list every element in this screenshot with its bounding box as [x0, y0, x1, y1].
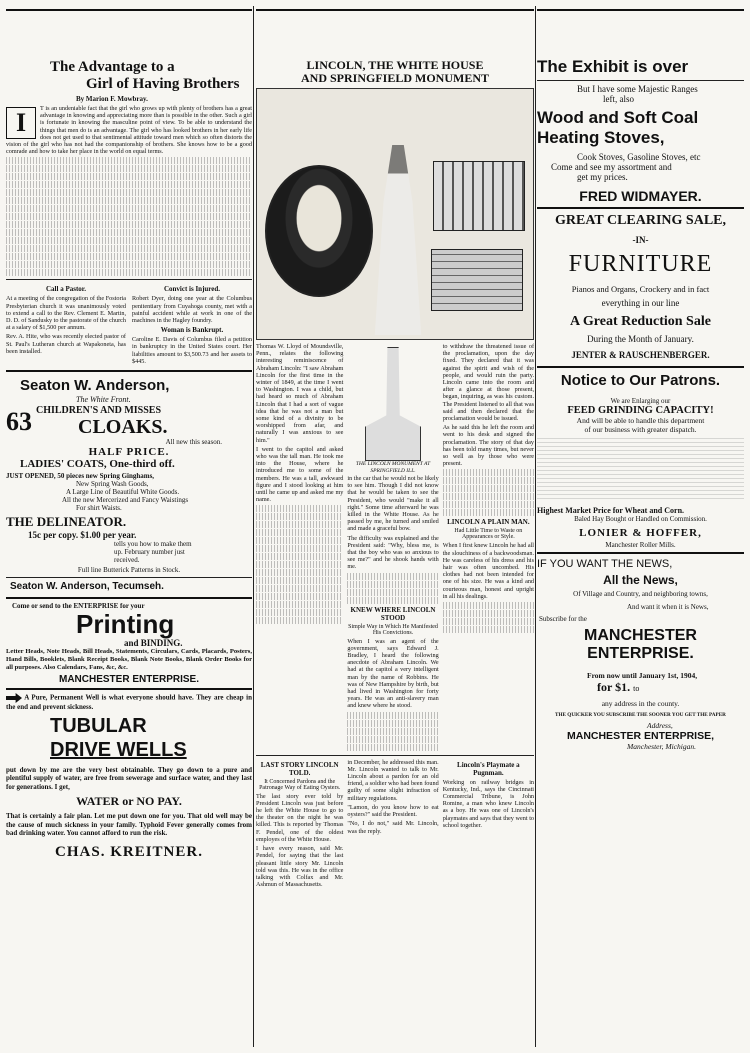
jenter-rauschenberger: JENTER & RAUSCHENBERGER. — [571, 350, 710, 360]
column-middle — [256, 6, 534, 1047]
furniture-head: FURNITURE — [568, 251, 713, 277]
blurred-notice — [537, 438, 744, 502]
lloyd-story: Thomas W. Lloyd of Moundsville, Penn., relates the following interesting reminiscence of Abraham Lincoln: "I saw Abraham Lincoln for the first time in the winter of 1849, at the time I went to Washington. I was a child, but had heard so much of Abraham Lincoln that I had a sort of vague idea that he was not a man but some kind of a divinity to be worshipped from afar, and naturally I was anxious to see him." — [256, 343, 344, 444]
from-now: From now until January 1st, 1904, — [587, 671, 698, 680]
ad-delineator: THE DELINEATOR. — [6, 514, 127, 530]
oysters-story: "Lamon, do you know how to eat oysters?" said the President. — [347, 803, 439, 819]
ad-up: up. February number just — [114, 548, 185, 557]
village-country: Of Village and Country, and neighboring towns, — [573, 590, 708, 598]
pianos-organs: Pianos and Organs, Crockery and in fact — [571, 284, 710, 294]
brief-convict: Robert Dyer, doing one year at the Columbus penitentiary from Cuyahoga county, met with a painful accident while at work in one of the machines in the Hagley foundry. — [132, 295, 252, 325]
last-story: The last story ever told by President Lincoln was just before he left the White House to go to the theater on the night he was killed. This is reported by Thomas F. Pendel, one of the oldest employes of the White House. — [256, 792, 344, 843]
brief-head-convict: Convict is Injured. — [163, 285, 221, 294]
last-story-subhead: It Concerned Pardons and the Patronage Way of Eating Oysters. — [259, 778, 341, 791]
playmate-story: Working on railway bridges in Kentucky, Ind., says the Cincinnati Commercial Tribune, is John Romine, a man who knew Lincoln as a boy. He was one of Lincoln's playmates and says that they went to school together. — [442, 778, 534, 829]
ad-half-price: HALF PRICE. — [88, 446, 170, 459]
plain-man-story: When I first knew Lincoln he had all the slouchiness of a backwoodsman. He was careless of his dress and his hair was often uncombed. His clothes had not been intended for one of his size. He was a kind and courteous man, honest and upright in all his dealings. — [442, 542, 534, 600]
last-story-head: LAST STORY LINCOLN TOLD. — [260, 760, 339, 777]
market-price: Highest Market Price for Wheat and Corn. — [537, 506, 685, 515]
anderson-ad — [6, 375, 252, 594]
proclamation-story: to withdraw the threatened issue of the proclamation, upon the day fixed. They declared that it was against the spirit and wish of the people, and would ruin the party. Lincoln came into the room and after a glance at those present, began, inquiring, as was his custom. The President listened to all that was said and then declared that the proclamation would be issued. — [442, 343, 534, 423]
printing-binding: and BINDING. — [124, 638, 183, 649]
last-story-2: I have every reason, said Mr. Pendel, for saying that the last pleasant little story Mr. Lincoln told was this. He was in the office talking with Colfax and Mr. Ashmun of Massachusetts. — [256, 845, 344, 889]
roller-mills: Manchester Roller Mills. — [605, 541, 676, 549]
ad-received: received. — [114, 556, 140, 565]
lincoln-portrait — [265, 165, 373, 297]
lincoln-home-image — [431, 249, 523, 311]
springfield-monument-image — [365, 347, 421, 461]
well-name: CHAS. KREITNER. — [55, 843, 203, 860]
during-january: During the Month of January. — [587, 334, 694, 344]
anderson-sub: The White Front. — [76, 395, 131, 405]
any-address: any address in the county. — [601, 699, 680, 708]
drop-cap: I — [6, 107, 36, 139]
well-intro: A Pure, Permanent Well is what everyone should have. They are cheap in the end and prevent sickness. — [6, 693, 252, 712]
exhibit-head: The Exhibit is over — [537, 57, 689, 76]
well-tubular: TUBULAR — [50, 714, 147, 737]
manchester-michigan: Manchester, Michigan. — [627, 742, 696, 751]
ad-mercerized: All the new Mercerized and Fancy Waistings — [62, 496, 189, 505]
allegorical-figure — [369, 145, 427, 335]
brief-pastor: At a meeting of the congregation of the Fostoria Presbyterian church it was unanimously voted to extend a call to the Rev. Clement E. Martin, D. D. of Sandusky to the pastorate of the church at a salary of $1,500 per annum. — [6, 295, 126, 332]
enterprise-address-name: MANCHESTER ENTERPRISE, — [566, 730, 714, 742]
want-news: IF YOU WANT THE NEWS, — [537, 558, 673, 570]
brief-pastor-2: Rev. A. Hite, who was recently elected pastor of St. Paul's Lutheran church at Wapakoneta, has been installed. — [6, 333, 126, 355]
lincoln-head-2: AND SPRINGFIELD MONUMENT — [300, 71, 489, 85]
ad-number: 63 — [6, 406, 32, 436]
anderson-name: Seaton W. Anderson, — [20, 377, 170, 395]
news-briefs — [6, 283, 252, 367]
all-news: All the News, — [603, 573, 678, 587]
ad-tell: tells you how to make them — [114, 540, 192, 549]
subscribe-for: Subscribe for the — [539, 615, 587, 623]
printing-list: Letter Heads, Note Heads, Bill Heads, Statements, Circulars, Cards, Placards, Posters, Hand Bills, Booklets, Blank Receipt Books, Blank Note Books, Blank Order Books for all purposes. Also Calendars, Fans, &c, &c. — [6, 648, 252, 672]
plain-man-head: LINCOLN A PLAIN MAN. — [447, 518, 530, 527]
everything-line: everything in our line — [601, 298, 680, 308]
printing-enterprise: MANCHESTER ENTERPRISE. — [58, 674, 199, 686]
byline: By Marion F. Mowbray. — [76, 95, 148, 103]
ad-tecumseh: Seaton W. Anderson, Tecumseh. — [10, 581, 164, 593]
exhibit-sub-1: But I have some Majestic Ranges — [577, 84, 698, 94]
manchester-head: MANCHESTER — [584, 627, 697, 644]
handle-department: And will be able to handle this department — [576, 416, 705, 425]
ad-large-line: A Large Line of Beautiful White Goods. — [66, 488, 180, 497]
plain-man-subhead: Had Little Time to Waste on Appearances or Style. — [454, 528, 523, 541]
ad-price: 15c per copy. $1.00 per year. — [28, 530, 137, 541]
white-house-image — [433, 161, 525, 231]
wells-ad — [6, 693, 252, 861]
ad-spring: New Spring Wash Goods, — [76, 480, 149, 489]
well-text-2: That is certainly a fair plan. Let me put down one for you. That old well may be the cause of much sickness in your family. Typhoid Fever generally comes from bad drinking water. You cannot afford to run the risk. — [6, 812, 252, 838]
pointing-hand-icon — [6, 693, 22, 703]
ad-butterick: Full line Butterick Patterns in Stock. — [77, 566, 181, 575]
printing-come: Come or send to the ENTERPRISE for your — [12, 602, 145, 611]
ad-childrens: CHILDREN'S AND MISSES — [36, 405, 162, 417]
reduction-sale: A Great Reduction Sale — [570, 314, 711, 329]
get-prices: get my prices. — [577, 172, 628, 182]
ad-shirt: For shirt Waists. — [76, 504, 122, 513]
lincoln-head-1: LINCOLN, THE WHITE HOUSE — [306, 58, 484, 72]
cook-stoves: Cook Stoves, Gasoline Stoves, etc — [577, 152, 701, 162]
lloyd-story-2: I went to the capitol and asked who was the tall man. He took me into the House, where he introduced me to some of the members. He was a tall, awkward figure and I stood looking at him until he came up and asked me my name. — [256, 445, 344, 504]
brief-bankrupt: Caroline E. Davis of Columbus filed a petition in bankruptcy in the United States court. Her liabilities amount to $3,500.73 and her assets to $445. — [132, 336, 252, 365]
clearing-sale: GREAT CLEARING SALE, — [554, 213, 727, 228]
brief-head-pastor: Call a Pastor. — [46, 285, 86, 294]
greater-dispatch: of our business with greater dispatch. — [584, 425, 697, 434]
quicker-subscribe: THE QUICKER YOU SUBSCRIBE THE SOONER YOU GET THE PAPER — [555, 712, 726, 718]
simple-way-story: When I was an agent of the government, says Edward J. Bradley, I heard the following anecdote of Abraham Lincoln. We had at the capitol a very intelligent man by the name of Robbins. He was of New Hampshire by birth, but had lived in Washington for forty years. He was an anti-slavery man and knew where he stood. — [347, 637, 439, 710]
want-it: And want it when it is News, — [627, 603, 709, 611]
notice-patrons: Notice to Our Patrons. — [560, 372, 721, 389]
ad-all-new: All new this season. — [165, 438, 222, 447]
address-label: Address, — [647, 721, 673, 730]
for-one-dollar: for $1. — [597, 680, 631, 694]
heating-stoves: Heating Stoves, — [537, 128, 665, 147]
enterprise-head: ENTERPRISE. — [587, 645, 694, 662]
column-left — [6, 6, 252, 1047]
lincoln-illustration — [256, 88, 534, 340]
headline-advantage: The Advantage to a — [50, 59, 175, 75]
pendel-story: "No, I do not," said Mr. Lincoln, was the reply. — [347, 820, 439, 835]
exhibit-sub-2: left, also — [603, 94, 634, 104]
to-label: to — [633, 684, 640, 693]
baled-hay: Baled Hay Bought or Handled on Commission. — [574, 515, 707, 523]
middle-story: in the car that he would not be likely to see him. Though I did not know that he would be taken to see the President, who would "make it all right." Some time afterward he was killed in the White House. As he passed by me, he turned and smiled and made a graceful bow. — [347, 475, 439, 533]
well-water: WATER or NO PAY. — [76, 794, 182, 809]
well-drive: DRIVE WELLS — [50, 738, 187, 761]
ad-cloaks: CLOAKS. — [78, 416, 168, 439]
knew-where-head: KNEW WHERE LINCOLN STOOD — [350, 605, 436, 622]
article-body: T is an undeniable fact that the girl who grows up with plenty of brothers has a great advantage in knowing and appreciating more than is possible in the other. Such a girl is fortunate in knowing the masculine point of view. To be able to understand the things that men do is an advantage. The girl who has looked brothers in her early life does not get used to that sentimental attitude toward men which so often distorts the vision of the girl who has not had the companionship of brothers. She knows how to be a good comrade and how to take her place in the world on equal terms. — [6, 105, 252, 156]
printing-ad — [6, 602, 252, 685]
printing-big: Printing — [76, 609, 175, 640]
well-text: put down by me are the very best obtainable. They go down to a pure and plentiful supply of water, are free from sewerage and surface water, and they last for generations. I get, — [6, 765, 252, 791]
monument-caption: THE LINCOLN MONUMENT AT SPRINGFIELD ILL. — [355, 461, 431, 474]
in-label: -IN- — [632, 235, 649, 245]
simple-way-head: Simple Way in Which He Manifested His Convictions. — [348, 623, 438, 636]
pardon-story: in December, he addressed this man. Mr. Lincoln wanted to talk to Mr. Lincoln about a pardon for an old friend, a soldier who had been found guilty of some slight infraction of military regulations. — [347, 758, 439, 802]
middle-story-2: The difficulty was explained and the President said: "Why, bless me, is that the boy who was so anxious to see me?" and he shook hands with me. — [347, 534, 439, 571]
ad-just-opened: JUST OPENED, 50 pieces new Spring Ginghams, — [6, 472, 155, 481]
feed-grinding: FEED GRINDING CAPACITY! — [567, 405, 714, 416]
column-right — [537, 6, 744, 1047]
ad-ladies-coats: LADIES' COATS, One-third off. — [20, 458, 175, 471]
headline-brothers: Girl of Having Brothers — [86, 76, 240, 92]
lonier-hoffer: LONIER & HOFFER, — [579, 527, 702, 539]
enlarging: We are Enlarging our — [610, 397, 671, 405]
fred-widmayer: FRED WIDMAYER. — [579, 188, 702, 204]
playmate-head: Lincoln's Playmate a Pugnman. — [457, 760, 520, 777]
proclamation-story-2: As he said this he left the room and went to his desk and signed the proclamation. The story of that day has been told many times, but never so well as by those who were present. — [442, 424, 534, 468]
brief-head-bankrupt: Woman is Bankrupt. — [160, 326, 224, 335]
wood-coal: Wood and Soft Coal — [537, 108, 699, 127]
come-see: Come and see my assortment and — [551, 162, 672, 172]
